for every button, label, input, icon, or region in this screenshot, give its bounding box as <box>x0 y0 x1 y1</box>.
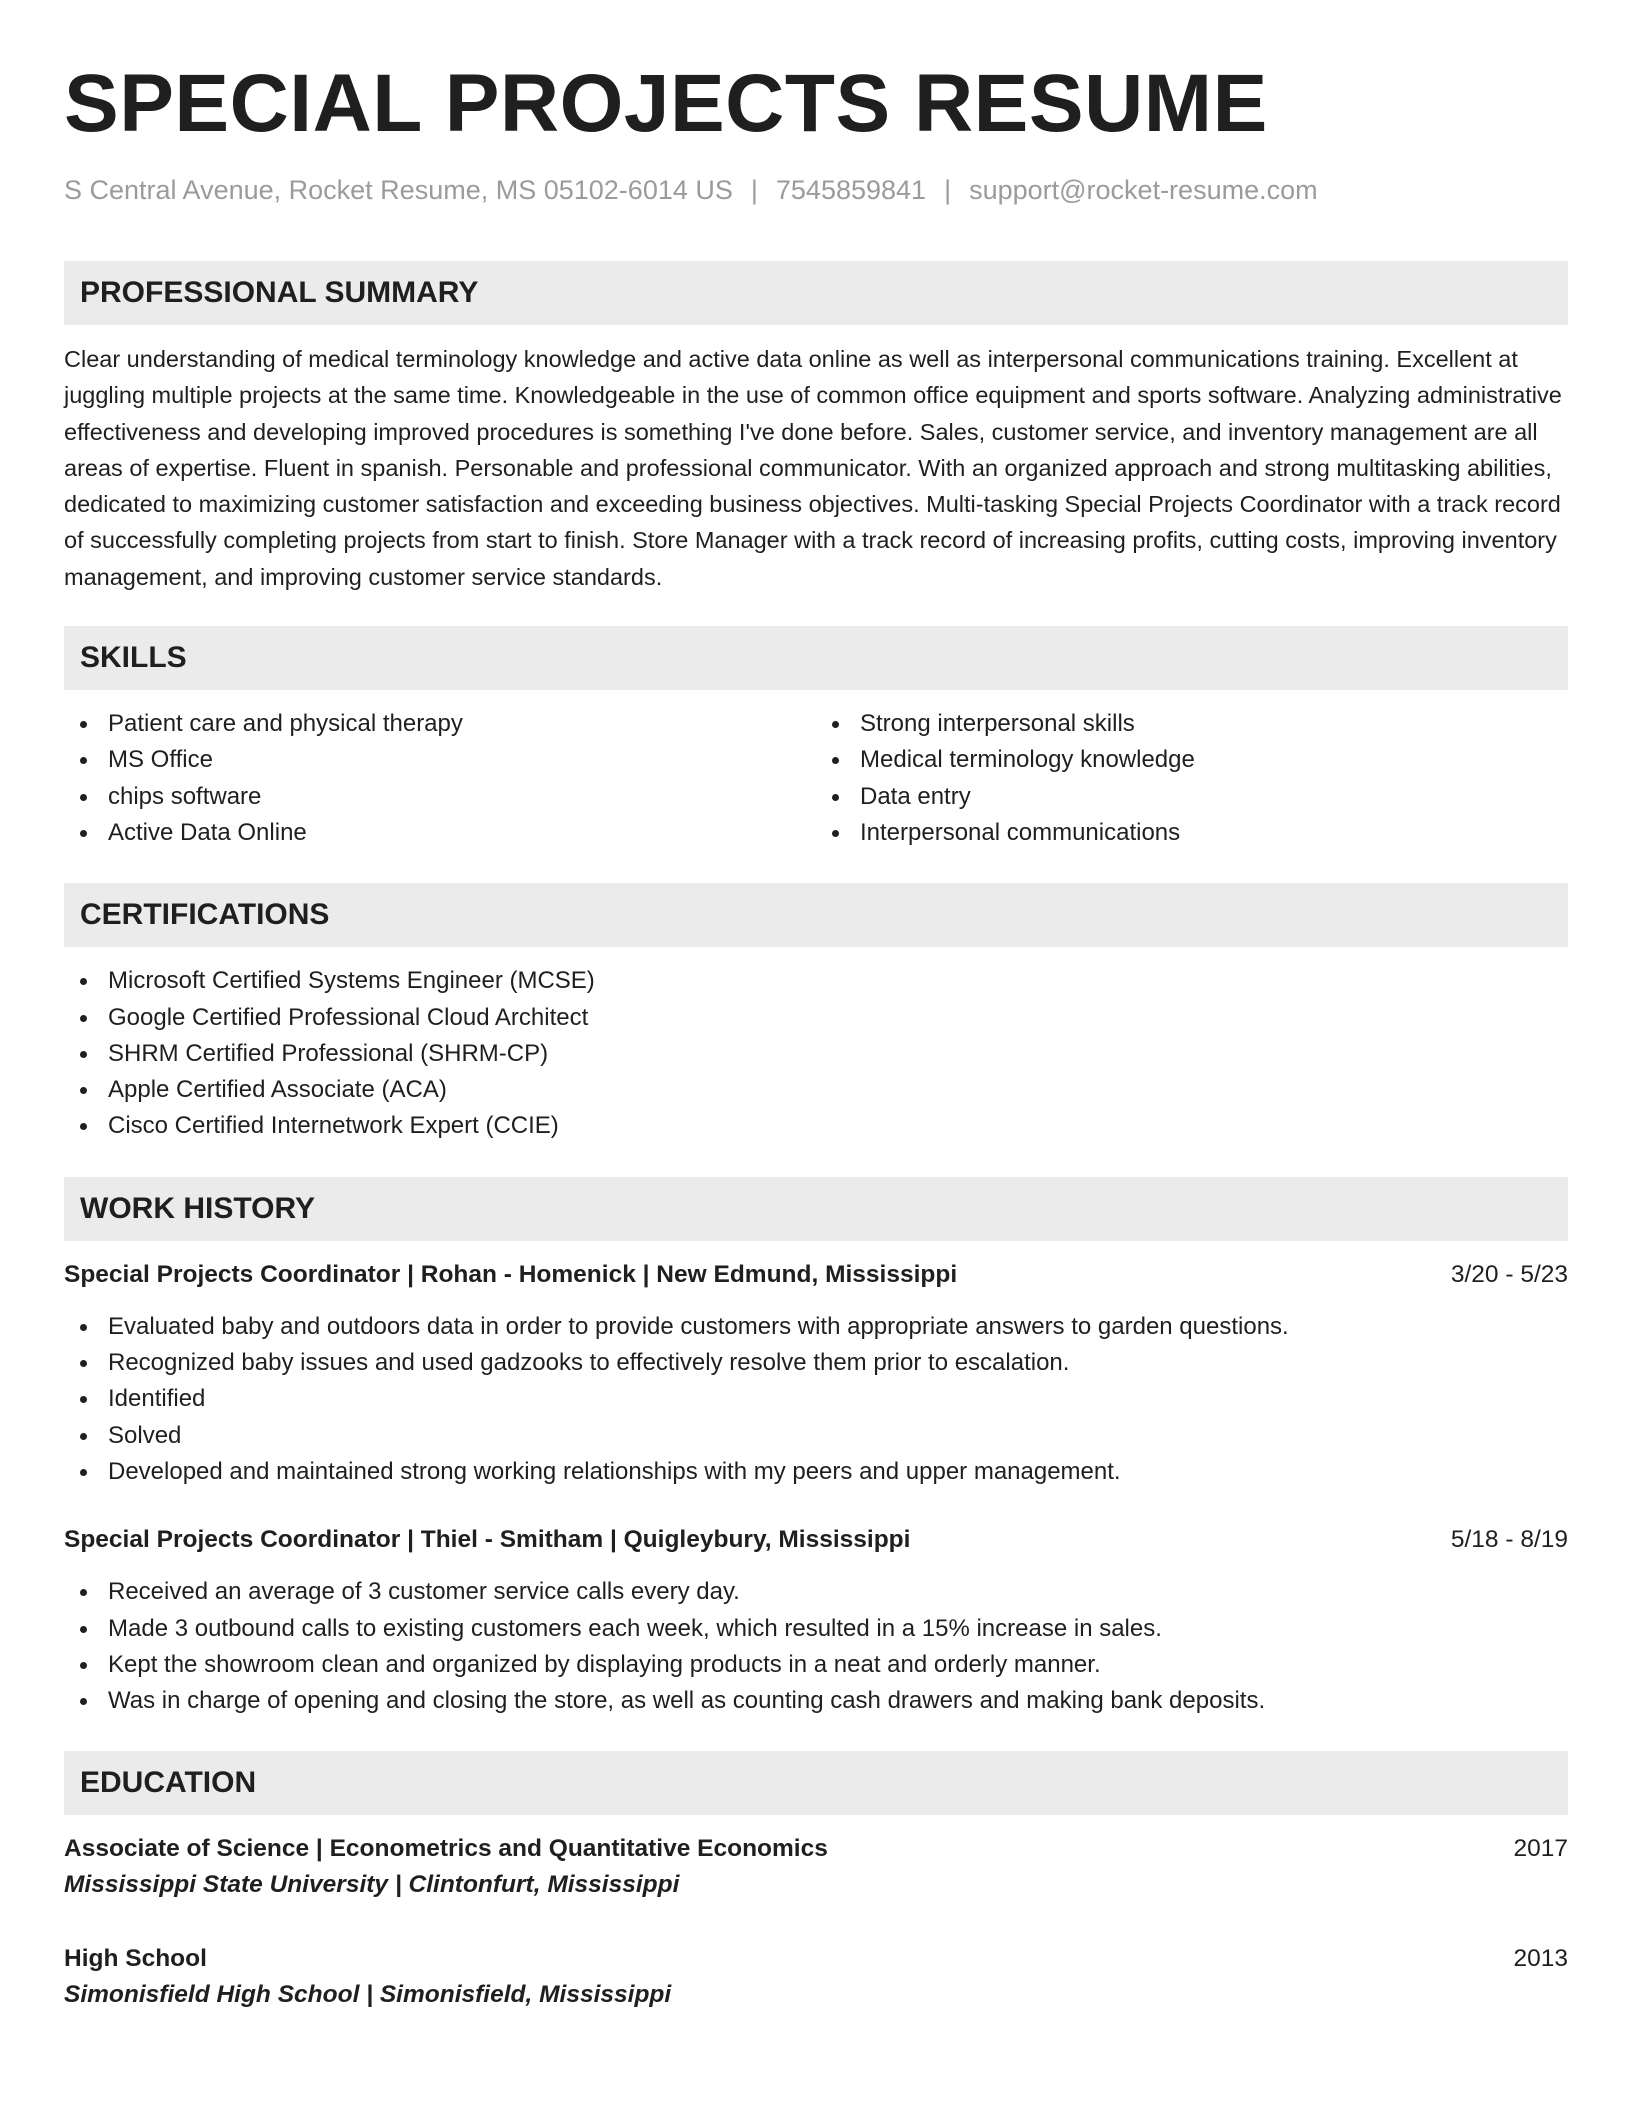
education-school: Simonisfield High School | Simonisfield, Mississippi <box>64 1981 672 2009</box>
skill-item: Interpersonal communications <box>816 815 1568 851</box>
job-duty-item: Kept the showroom clean and organized by displaying products in a neat and orderly manner. <box>64 1647 1568 1683</box>
skill-item: chips software <box>64 779 816 815</box>
education-year: 2013 <box>1513 1945 1568 1973</box>
job-entry <box>64 1522 1568 1719</box>
contact-address: S Central Avenue, Rocket Resume, MS 05102-6014 US <box>64 175 733 205</box>
education-degree: High School <box>64 1945 207 1973</box>
job-header <box>64 1257 1568 1293</box>
education-heading: EDUCATION <box>64 1751 1568 1815</box>
summary-heading: PROFESSIONAL SUMMARY <box>64 261 1568 325</box>
skills-heading: SKILLS <box>64 626 1568 690</box>
job-duty-item: Developed and maintained strong working relationships with my peers and upper management. <box>64 1454 1568 1490</box>
contact-line <box>64 172 1568 208</box>
certifications-heading: CERTIFICATIONS <box>64 883 1568 947</box>
work-history-heading: WORK HISTORY <box>64 1177 1568 1241</box>
education-year: 2017 <box>1513 1835 1568 1863</box>
contact-email: support@rocket-resume.com <box>969 175 1318 205</box>
certification-item: Apple Certified Associate (ACA) <box>64 1072 1568 1108</box>
education-school: Mississippi State University | Clintonfurt, Mississippi <box>64 1871 680 1899</box>
job-dates: 3/20 - 5/23 <box>1450 1260 1568 1288</box>
certifications-list <box>64 963 1568 1144</box>
job-entry <box>64 1257 1568 1490</box>
skills-list <box>64 706 1568 851</box>
skills-column-left <box>64 706 816 851</box>
job-duty-item: Solved <box>64 1418 1568 1454</box>
contact-separator: | <box>944 175 952 205</box>
education-entry <box>64 1831 1568 1903</box>
skill-item: Active Data Online <box>64 815 816 851</box>
skill-item: Data entry <box>816 779 1568 815</box>
certification-item: Cisco Certified Internetwork Expert (CCIE) <box>64 1108 1568 1144</box>
job-duties <box>64 1574 1568 1719</box>
job-header <box>64 1522 1568 1558</box>
education-header <box>64 1831 1568 1867</box>
job-duty-item: Was in charge of opening and closing the store, as well as counting cash drawers and making bank deposits. <box>64 1683 1568 1719</box>
skill-item: Medical terminology knowledge <box>816 742 1568 778</box>
skill-item: Strong interpersonal skills <box>816 706 1568 742</box>
skills-column-right <box>816 706 1568 851</box>
certification-item: Microsoft Certified Systems Engineer (MCSE) <box>64 963 1568 999</box>
job-duty-item: Recognized baby issues and used gadzooks to effectively resolve them prior to escalation. <box>64 1345 1568 1381</box>
job-dates: 5/18 - 8/19 <box>1450 1526 1568 1554</box>
job-duty-item: Identified <box>64 1381 1568 1417</box>
job-title: Special Projects Coordinator | Rohan - Homenick | New Edmund, Mississippi <box>64 1260 958 1288</box>
education-header <box>64 1941 1568 1977</box>
certification-item: SHRM Certified Professional (SHRM-CP) <box>64 1036 1568 1072</box>
job-duty-item: Evaluated baby and outdoors data in order to provide customers with appropriate answers to garden questions. <box>64 1309 1568 1345</box>
summary-text: Clear understanding of medical terminology knowledge and active data online as well as interpersonal communications training. Excellent at juggling multiple projects at the same time. Knowledgeable in the use of common office equipment and sports software. Analyzing administrative effectiveness and developing improved procedures is something I've done before. Sales, customer service, and inventory management are all areas of expertise. Fluent in spanish. Personable and professional communicator. With an organized approach and strong multitasking abilities, dedicated to maximizing customer satisfaction and exceeding business objectives. Multi-tasking Special Projects Coordinator with a track record of successfully completing projects from start to finish. Store Manager with a track record of increasing profits, cutting costs, improving inventory management, and improving customer service standards. <box>64 346 1562 590</box>
contact-phone: 7545859841 <box>775 175 927 205</box>
job-duty-item: Received an average of 3 customer service calls every day. <box>64 1574 1568 1610</box>
education-entry <box>64 1941 1568 2013</box>
job-duties <box>64 1309 1568 1490</box>
education-degree: Associate of Science | Econometrics and Quantitative Economics <box>64 1835 828 1863</box>
job-title: Special Projects Coordinator | Thiel - Smitham | Quigleybury, Mississippi <box>64 1526 911 1554</box>
skill-item: MS Office <box>64 742 816 778</box>
certification-item: Google Certified Professional Cloud Architect <box>64 1000 1568 1036</box>
contact-separator: | <box>750 175 758 205</box>
resume-title: SPECIAL PROJECTS RESUME <box>64 58 1268 149</box>
skill-item: Patient care and physical therapy <box>64 706 816 742</box>
job-duty-item: Made 3 outbound calls to existing customers each week, which resulted in a 15% increase in sales. <box>64 1611 1568 1647</box>
